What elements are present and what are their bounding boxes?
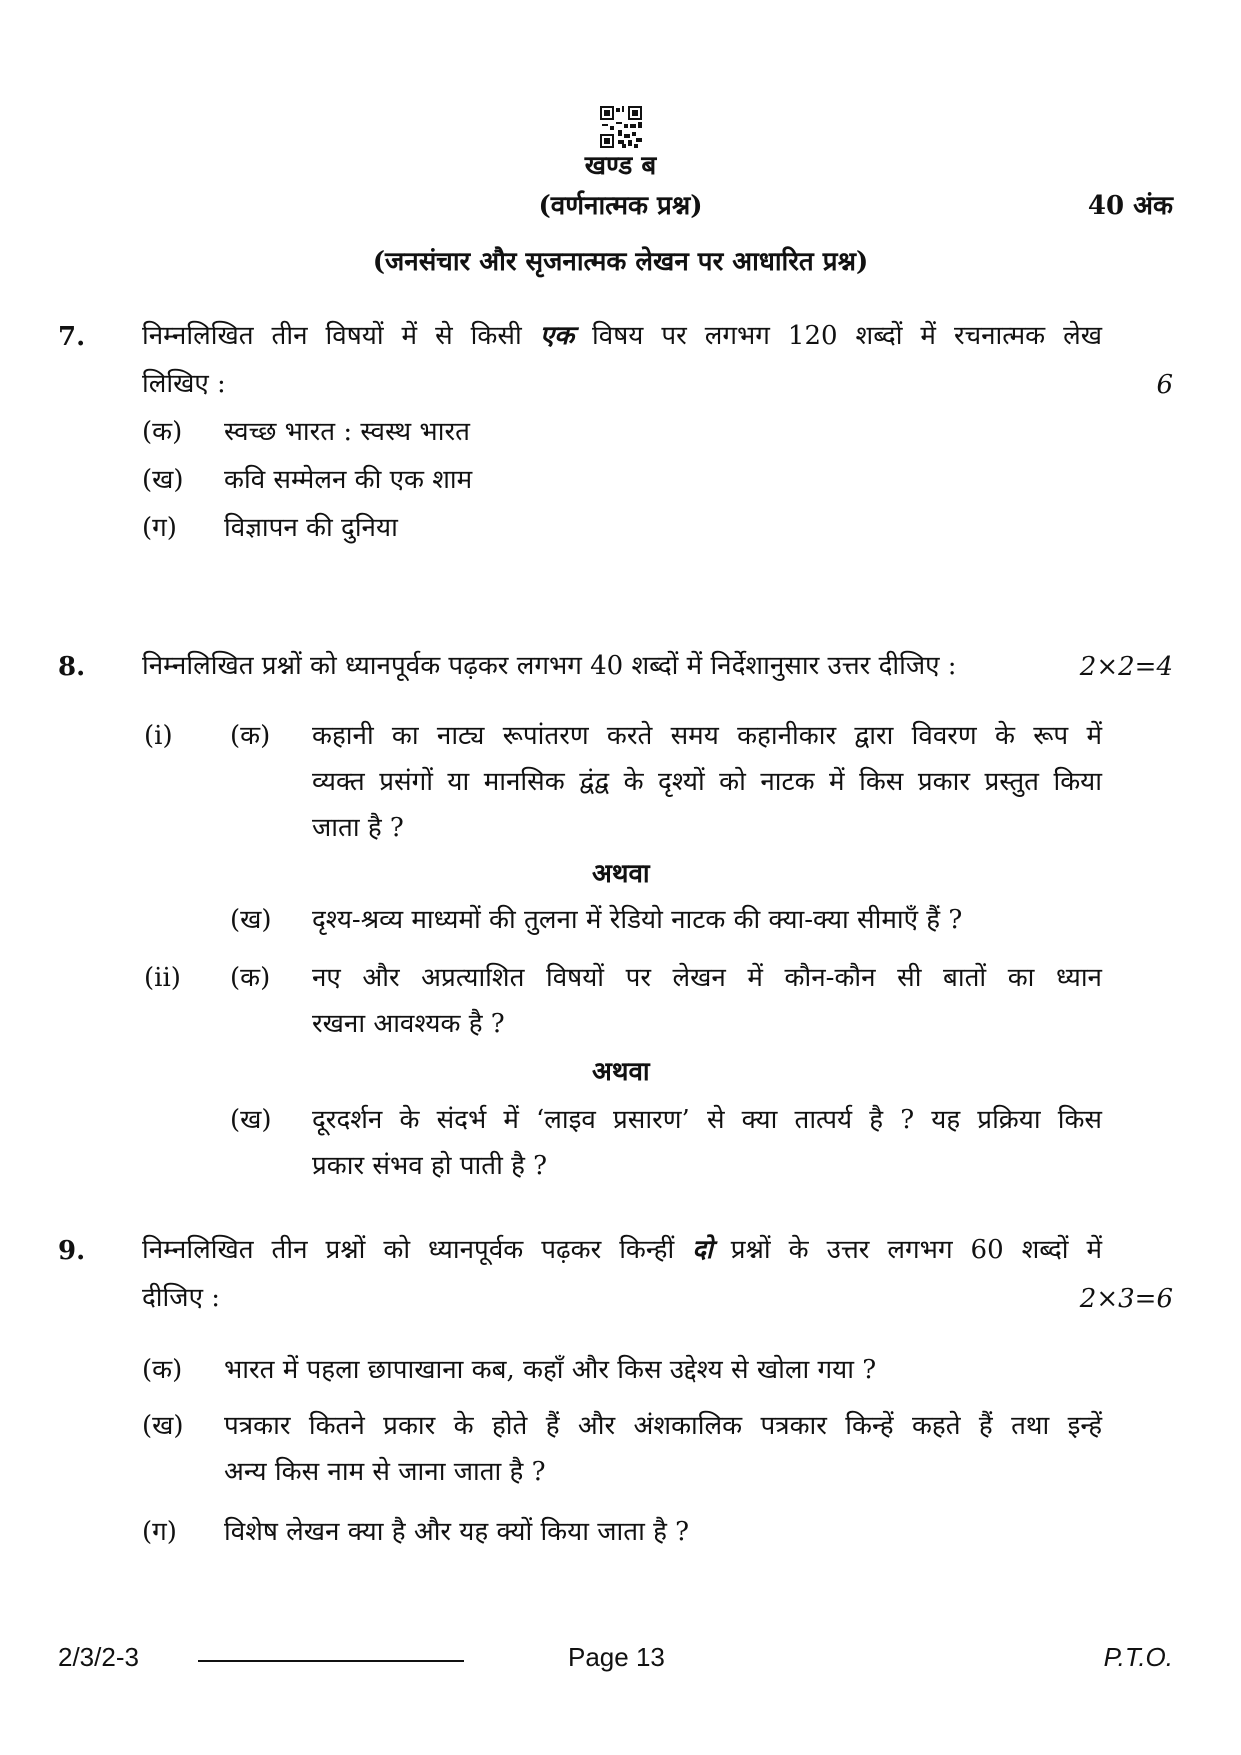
qr-code-icon [600,106,642,148]
option-text: स्वच्छ भारत : स्वस्थ भारत [224,417,470,447]
emphasis-word: एक [539,321,575,351]
option-label: (क) [230,721,271,751]
question-number: 8. [58,652,86,682]
option-text: कवि सम्मेलन की एक शाम [224,465,473,495]
emphasis-word: दो [692,1235,713,1265]
question-text-pre: निम्नलिखित तीन विषयों में से किसी [142,321,522,351]
question-text-post: विषय पर लगभग 120 शब्दों में रचनात्मक लेख [592,321,1102,351]
subquestion-label: (ii) [144,963,181,993]
section-subtitle: (वर्णनात्मक प्रश्न) [538,191,703,221]
option-label: (क) [142,417,183,447]
question-text-pre: निम्नलिखित तीन प्रश्नों को ध्यानपूर्वक पढ़कर किन्हीं [142,1235,675,1265]
option-text: दूरदर्शन के संदर्भ में ‘लाइव प्रसारण’ से क्या तात्पर्य है ? यह प्रक्रिया किस [312,1105,1102,1135]
option-label: (क) [230,963,271,993]
question-text-line: लिखिए : [142,369,226,399]
option-text: प्रकार संभव हो पाती है ? [312,1151,548,1181]
footer-divider [198,1660,464,1662]
option-text: दृश्य-श्रव्य माध्यमों की तुलना में रेडियो नाटक की क्या-क्या सीमाएँ हैं ? [312,905,963,935]
option-label: (क) [142,1355,183,1385]
question-marks: 2×2=4 [1079,652,1173,682]
question-text: निम्नलिखित प्रश्नों को ध्यानपूर्वक पढ़कर लगभग 40 शब्दों में निर्देशानुसार उत्तर दीजिए : [142,651,957,681]
option-text: रखना आवश्यक है ? [312,1009,505,1039]
question-number: 9. [58,1236,86,1266]
option-text: कहानी का नाट्य रूपांतरण करते समय कहानीकार द्वारा विवरण के रूप में [312,721,1102,751]
question-text-line [142,1226,1102,1274]
option-label: (ख) [230,1105,272,1135]
section-title: खण्ड ब [584,151,657,181]
option-text: भारत में पहला छापाखाना कब, कहाँ और किस उद्देश्य से खोला गया ? [224,1355,877,1385]
option-label: (ग) [142,513,177,543]
question-marks: 2×3=6 [1079,1284,1173,1314]
option-text: अन्य किस नाम से जाना जाता है ? [224,1457,546,1487]
option-text: नए और अप्रत्याशित विषयों पर लेखन में कौन-कौन सी बातों का ध्यान [312,963,1102,993]
or-divider: अथवा [592,859,650,889]
section-note: (जनसंचार और सृजनात्मक लेखन पर आधारित प्रश्न) [372,247,869,277]
option-label: (ख) [142,1411,184,1441]
option-text: जाता है ? [312,813,404,843]
subquestion-label: (i) [144,721,173,751]
question-text-line [142,312,1102,360]
question-text-post: प्रश्नों के उत्तर लगभग 60 शब्दों में [730,1235,1103,1265]
pto-label: P.T.O. [1103,1642,1173,1672]
question-text-line: दीजिए : [142,1283,220,1313]
or-divider: अथवा [592,1057,650,1087]
option-text: विज्ञापन की दुनिया [224,513,398,543]
option-label: (ग) [142,1517,177,1547]
option-label: (ख) [230,905,272,935]
question-marks: 6 [1156,370,1173,400]
option-text: व्यक्त प्रसंगों या मानसिक द्वंद्व के दृश्यों को नाटक में किस प्रकार प्रस्तुत किया [312,767,1102,797]
question-number: 7. [58,322,86,352]
option-text: विशेष लेखन क्या है और यह क्यों किया जाता है ? [224,1517,690,1547]
page-number: Page 13 [568,1642,665,1672]
option-label: (ख) [142,465,184,495]
option-text: पत्रकार कितने प्रकार के होते हैं और अंशकालिक पत्रकार किन्हें कहते हैं तथा इन्हें [224,1411,1102,1441]
section-marks: 40 अंक [1087,191,1173,221]
paper-code: 2/3/2-3 [58,1642,139,1672]
